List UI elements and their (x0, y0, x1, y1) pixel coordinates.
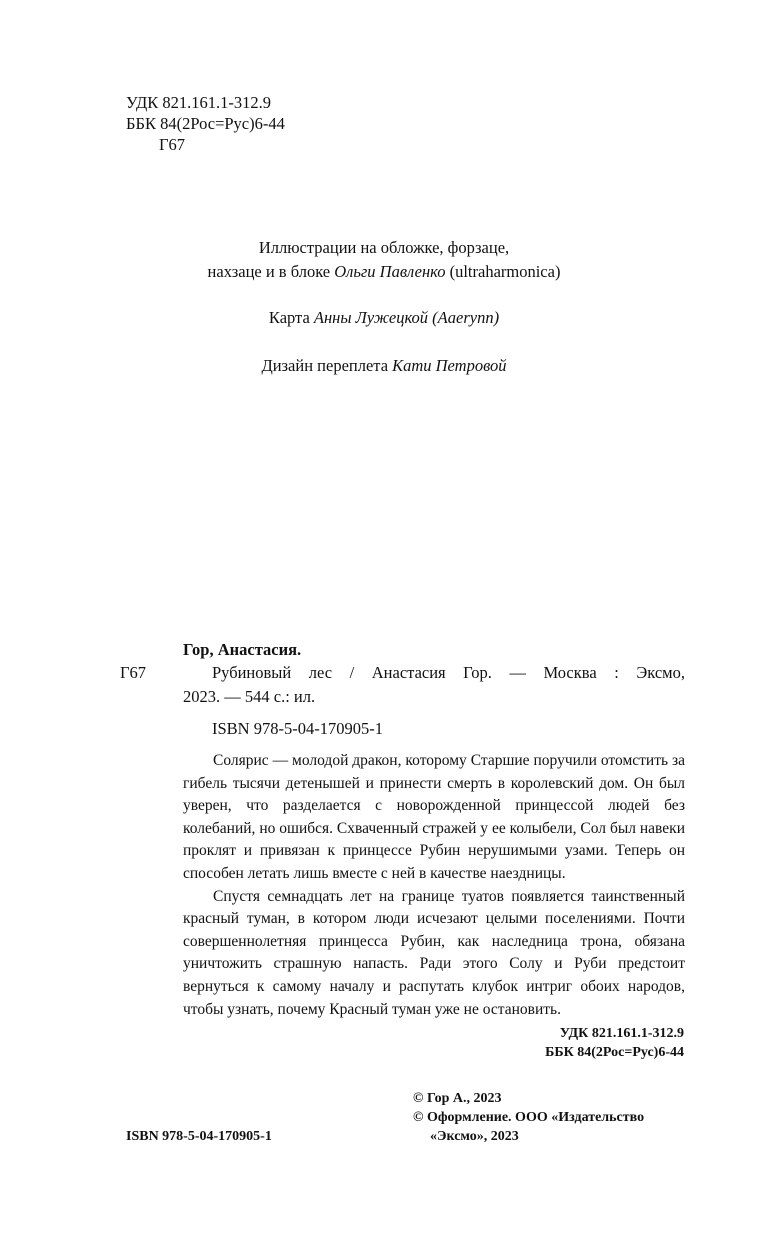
author-mark: Г67 (159, 135, 186, 154)
record-title-line1: Рубиновый лес / Анастасия Гор. — Москва : Эксмо, (212, 663, 685, 682)
map-credit (0, 307, 768, 329)
footer-isbn: ISBN 978-5-04-170905-1 (126, 1129, 272, 1144)
annotation-paragraph-2: Спустя семнадцать лет на границе туатов появляется таинственный красный туман, в котором люди исчезают целыми поселениями. Почти совершеннолетняя принцесса Рубин, как наследница трона, обязана уничтожить страшную напасть. Ради этого Солу и Руби предстоит вернуться к самому началу и распутать клубок интриг обоих народов, чтобы узнать, почему Красный туман уже не остановить. (183, 887, 685, 1018)
illustrations-prefix: нахзаце и в блоке (207, 262, 335, 281)
illustrations-credit-line2 (0, 261, 768, 283)
annotation-paragraph-1: Солярис — молодой дракон, которому Старшие поручили отомстить за гибель тысячи детенышей и принести смерть в королевский дом. Он был уверен, что разделается с новорожденной принцессой людей без колебаний, но ошибся. Схваченный стражей у ее колыбели, Сол был навеки проклят и привязан к принцессе Рубин нерушимыми узами. Теперь он способен летать лишь вместе с ней в качестве наездницы. (183, 752, 685, 882)
design-artist: Кати Петровой (392, 356, 507, 375)
annotation (183, 750, 685, 1021)
record-title-line2: 2023. — 544 с.: ил. (183, 687, 316, 706)
design-credit (0, 355, 768, 377)
copyright-design-line1: © Оформление. ООО «Издательство (413, 1110, 645, 1125)
footer-udk: УДК 821.161.1-312.9 (559, 1026, 684, 1041)
map-artist: Анны Лужецкой (Aaerynn) (313, 308, 500, 327)
record-isbn: ISBN 978-5-04-170905-1 (212, 719, 383, 738)
map-prefix: Карта (268, 308, 314, 327)
author-heading: Гор, Анастасия. (183, 640, 302, 659)
bbk-code: ББК 84(2Рос=Рус)6-44 (126, 114, 285, 133)
udk-code: УДК 821.161.1-312.9 (126, 93, 272, 112)
illustrations-alias: (ultraharmonica) (445, 262, 561, 281)
copyright-design-line2: «Эксмо», 2023 (430, 1129, 519, 1144)
design-prefix: Дизайн переплета (261, 356, 393, 375)
copyright-author: © Гор А., 2023 (413, 1091, 502, 1106)
footer-bbk: ББК 84(2Рос=Рус)6-44 (545, 1045, 684, 1060)
illustrations-artist: Ольги Павленко (334, 262, 446, 281)
record-author-mark: Г67 (120, 663, 147, 682)
illustrations-credit-line1: Иллюстрации на обложке, форзаце, (258, 238, 510, 257)
